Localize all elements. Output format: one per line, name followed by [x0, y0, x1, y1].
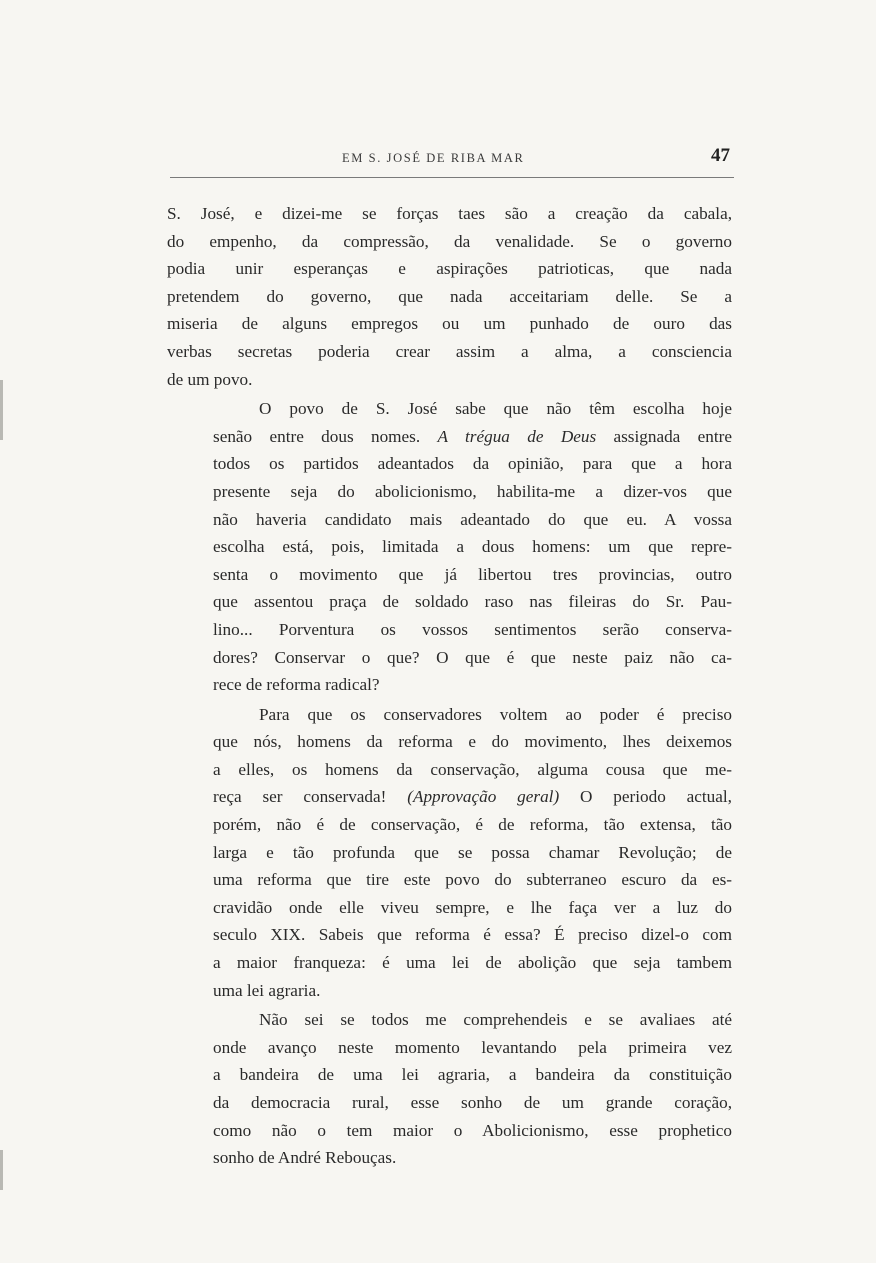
text-line: podia unir esperanças e aspirações patrioticas, que nada [167, 259, 732, 279]
text-line: verbas secretas poderia crear assim a alma, a consciencia [167, 341, 732, 361]
text-line: uma lei agraria. [213, 980, 321, 1000]
text-line: dores? Conservar o que? O que é que neste paiz não ca- [213, 647, 732, 667]
header-rule [170, 177, 734, 178]
paragraph [167, 200, 732, 393]
text-line: miseria de alguns empregos ou um punhado de ouro das [167, 314, 732, 334]
text-line: sonho de André Rebouças. [213, 1148, 397, 1168]
page-header [170, 143, 730, 173]
text-line: que nós, homens da reforma e do movimento, lhes deixemos [213, 732, 732, 752]
text-line: O povo de S. José sabe que não têm escolha hoje [259, 399, 732, 419]
text-line: pretendem do governo, que nada acceitariam delle. Se a [167, 286, 732, 306]
text-line: Para que os conservadores voltem ao poder é preciso [259, 704, 732, 724]
text-line: porém, não é de conservação, é de reforma, tão extensa, tão [213, 815, 732, 835]
text-line: reça ser conservada! (Approvação geral) O periodo actual, [213, 787, 732, 807]
paragraph [167, 395, 732, 699]
text-line: lino... Porventura os vossos sentimentos serão conserva- [213, 619, 732, 639]
text-line: uma reforma que tire este povo do subterraneo escuro da es- [213, 870, 732, 890]
text-line: não haveria candidato mais adeantado do que eu. A vossa [213, 509, 732, 529]
text-line: a bandeira de uma lei agraria, a bandeira da constituição [213, 1065, 732, 1085]
text-line: a maior franqueza: é uma lei de abolição que seja tambem [213, 953, 732, 973]
text-line: presente seja do abolicionismo, habilita-me a dizer-vos que [213, 481, 732, 501]
paragraph [167, 1006, 732, 1172]
text-line: seculo XIX. Sabeis que reforma é essa? É preciso dizel-o com [213, 925, 732, 945]
text-line: onde avanço neste momento levantando pela primeira vez [213, 1037, 732, 1057]
text-line: todos os partidos adeantados da opinião, para que a hora [213, 454, 732, 474]
text-line: Não sei se todos me comprehendeis e se avaliaes até [259, 1010, 732, 1030]
text-line: S. José, e dizei-me se forças taes são a creação da cabala, [167, 204, 732, 223]
text-line: senão entre dous nomes. A trégua de Deus assignada entre [213, 426, 732, 446]
text-line: da democracia rural, esse sonho de um grande coração, [213, 1093, 732, 1112]
text-line: do empenho, da compressão, da venalidade. Se o governo [167, 231, 732, 251]
text-line: a elles, os homens da conservação, alguma cousa que me- [213, 759, 732, 779]
text-line: larga e tão profunda que se possa chamar Revolução; de [213, 842, 732, 862]
text-line: escolha está, pois, limitada a dous homens: um que repre- [213, 537, 732, 557]
text-line: cravidão onde elle viveu sempre, e lhe faça ver a luz do [213, 897, 732, 917]
text-line: rece de reforma radical? [213, 675, 380, 695]
scan-edge-shadow [0, 1150, 3, 1190]
text-line: como não o tem maior o Abolicionismo, esse prophetico [213, 1120, 732, 1140]
text-line: senta o movimento que já libertou tres provincias, outro [213, 564, 732, 584]
text-line: de um povo. [167, 369, 253, 389]
body-text [167, 200, 732, 1172]
scan-edge-shadow [0, 380, 3, 440]
text-line: que assentou praça de soldado raso nas fileiras do Sr. Pau- [213, 592, 732, 612]
running-title: EM S. JOSÉ DE RIBA MAR [342, 151, 525, 165]
page-number: 47 [711, 145, 730, 166]
paragraph [167, 701, 732, 1005]
